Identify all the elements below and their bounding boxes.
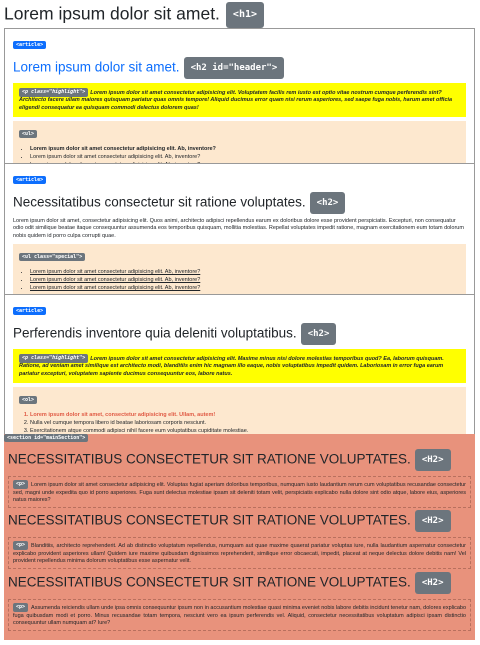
p-tag-badge: <p> (13, 480, 28, 489)
list-container (13, 387, 466, 438)
article-heading (13, 57, 466, 79)
section-block-2 (8, 510, 471, 569)
list-item: 2. Nulla vel cumque tempora libero id beatae laboriosam corporis nesciunt. (30, 419, 460, 427)
highlight-paragraph (13, 83, 466, 117)
h2-tag-badge: <h2> (301, 323, 337, 345)
p-tag-badge: <p class="highlight"> (19, 88, 88, 97)
section-paragraph-text: Blanditiis, architecto reprehenderit. Ad ab distinctio voluptatum repellendus, numquam aut quae maxime quaerat pariatur voluptas iure, nulla laudantium aspernatur consectetur explicabo provident asperiores ullam! Quidem iure maxime quibusdam dignissimos reprehenderit, similique error obcaecati, impedit, placeat at neque delectus dolore debitis nam! Vel provident repellendus minima dolorum voluptatibus esse aspernatur velit. (13, 543, 466, 564)
article-heading (13, 323, 466, 345)
highlight-paragraph (13, 349, 466, 383)
list-item: • Lorem ipsum dolor sit amet consectetur adipisicing elit. Ab, inventore? (30, 153, 460, 161)
section-heading (8, 449, 471, 471)
section-paragraph (8, 599, 471, 631)
section-heading (8, 572, 471, 594)
article-heading-text: Lorem ipsum dolor sit amet. (13, 59, 180, 75)
h2-tag-badge: <h2 id="header"> (184, 57, 285, 79)
list-item: 3. Exercitationem atque commodi adipisci nihil facere eum voluptatibus cupiditate molestiae. (30, 427, 460, 435)
h1-tag-badge: <h1> (226, 2, 264, 28)
article-heading-text: Perferendis inventore quia deleniti voluptatibus. (13, 325, 297, 341)
main-section (4, 434, 475, 640)
article-2 (4, 163, 475, 302)
h2-tag-badge: <H2> (415, 572, 451, 594)
article-tag-badge: <article> (13, 307, 46, 315)
highlight-text: Lorem ipsum dolor sit amet consectetur adipisicing elit. Voluptatem facilis rem iusto est optio vitae nostrum cumque perferendis sint? Architecto facere ullam maiores quisquam pariatur quas omnis tempore! Aliquid ducimus error quam nisi rerum asperiores, sed saepe fuga nobis, harum amet officia eligendi consequatur ea quisquam commodi delectus dolorem quas! (19, 90, 453, 111)
list-item: • Lorem ipsum dolor sit amet consectetur adipisicing elit. Ab, inventore? (30, 276, 460, 284)
article-1 (4, 28, 475, 179)
section-heading-text: NECESSITATIBUS CONSECTETUR SIT RATIONE VOLUPTATES. (8, 451, 411, 467)
article-heading (13, 192, 466, 214)
ul-special-tag-badge: <ul class="special"> (19, 253, 85, 261)
section-heading-text: NECESSITATIBUS CONSECTETUR SIT RATIONE VOLUPTATES. (8, 574, 411, 590)
list-item: • Lorem ipsum dolor sit amet consectetur adipisicing elit. Ab, inventore? (30, 284, 460, 292)
section-tag-badge: <section id="mainSection"> (4, 434, 88, 442)
list-item: 1. Lorem ipsum dolor sit amet, consectetur adipisicing elit. Ullam, autem! (30, 411, 460, 419)
p-tag-badge: <p> (13, 541, 28, 550)
h2-tag-badge: <H2> (415, 510, 451, 532)
list-container (13, 244, 466, 295)
section-block-1 (8, 449, 471, 508)
article-heading-text: Necessitatibus consectetur sit ratione voluptates. (13, 194, 306, 210)
page-title-text: Lorem ipsum dolor sit amet. (4, 3, 220, 24)
article-3 (4, 294, 475, 445)
section-heading (8, 510, 471, 532)
ordered-list (19, 411, 460, 435)
section-paragraph (8, 476, 471, 508)
list-item: • Lorem ipsum dolor sit amet consectetur adipisicing elit. Ab, inventore? (30, 268, 460, 276)
ul-tag-badge: <ul> (19, 130, 37, 138)
ol-tag-badge: <ol> (19, 396, 37, 404)
h2-tag-badge: <H2> (415, 449, 451, 471)
h2-tag-badge: <h2> (310, 192, 346, 214)
section-paragraph (8, 537, 471, 569)
section-heading-text: NECESSITATIBUS CONSECTETUR SIT RATIONE VOLUPTATES. (8, 512, 411, 528)
list-item: • Lorem ipsum dolor sit amet consectetur adipisicing elit. Ab, inventore? (30, 145, 460, 153)
page-title (4, 2, 264, 28)
article-paragraph: Lorem ipsum dolor sit amet, consectetur adipisicing elit. Quos animi, architecto adipisci repellendus earum ex doloribus dolore esse provident perspiciatis. Excepturi, non consequatur odio odit similique beatae itaque consequuntur assumenda eos temporibus quisquam, mollitia molestias. Repellat voluptates impedit ratione, magnam exercitationem eum totam dolorum nobis quidem id porro culpa corrupti quae. (13, 218, 464, 239)
special-list (19, 268, 460, 292)
section-paragraph-text: Lorem ipsum dolor sit amet consectetur adipisicing elit. Voluptas fugiat aperiam doloribus temporibus, numquam iusto laudantium rerum cum voluptatibus recusandae consectetur sed, magni unde expedita quo id porro asperiores. Fuga sunt delectus molestiae ipsam sit deleniti totam velit, perspiciatis explicabo nulla dolore sint odio atque, labore eius, asperiores natus maiores? (13, 482, 466, 503)
section-block-3 (8, 572, 471, 631)
article-tag-badge: <article> (13, 176, 46, 184)
section-paragraph-text: Assumenda reiciendis ullam unde ipsa omnis consequuntur ipsum non in accusantium molestiae quasi minima eveniet nobis labore debitis incidunt tenetur nam, dolores explicabo fuga quibusdam modi et porro. Minus recusandae totam tempora, nesciunt vero ea ipsum perferendis vel. Aliquid, consectetur necessitatibus voluptatum adipisci ipsam distinctio consequuntur ullam numquam at? Iure? (13, 605, 466, 626)
highlight-text: Lorem ipsum dolor sit amet consectetur adipisicing elit. Maxime minus nisi dolore molestias temporibus quod? Ea, laborum quisquam. Ratione, ad veniam amet similique est architecto modi, blanditiis enim hic magnam illo eaque, nobis voluptatibus impedit quidem. Laboriosam in error fuga earum pariatur excepturi, voluptatem sapiente ducimus consequuntur eos, labore natus. (19, 356, 444, 377)
p-tag-badge: <p> (13, 603, 28, 612)
article-tag-badge: <article> (13, 41, 46, 49)
p-tag-badge: <p class="highlight"> (19, 354, 88, 363)
